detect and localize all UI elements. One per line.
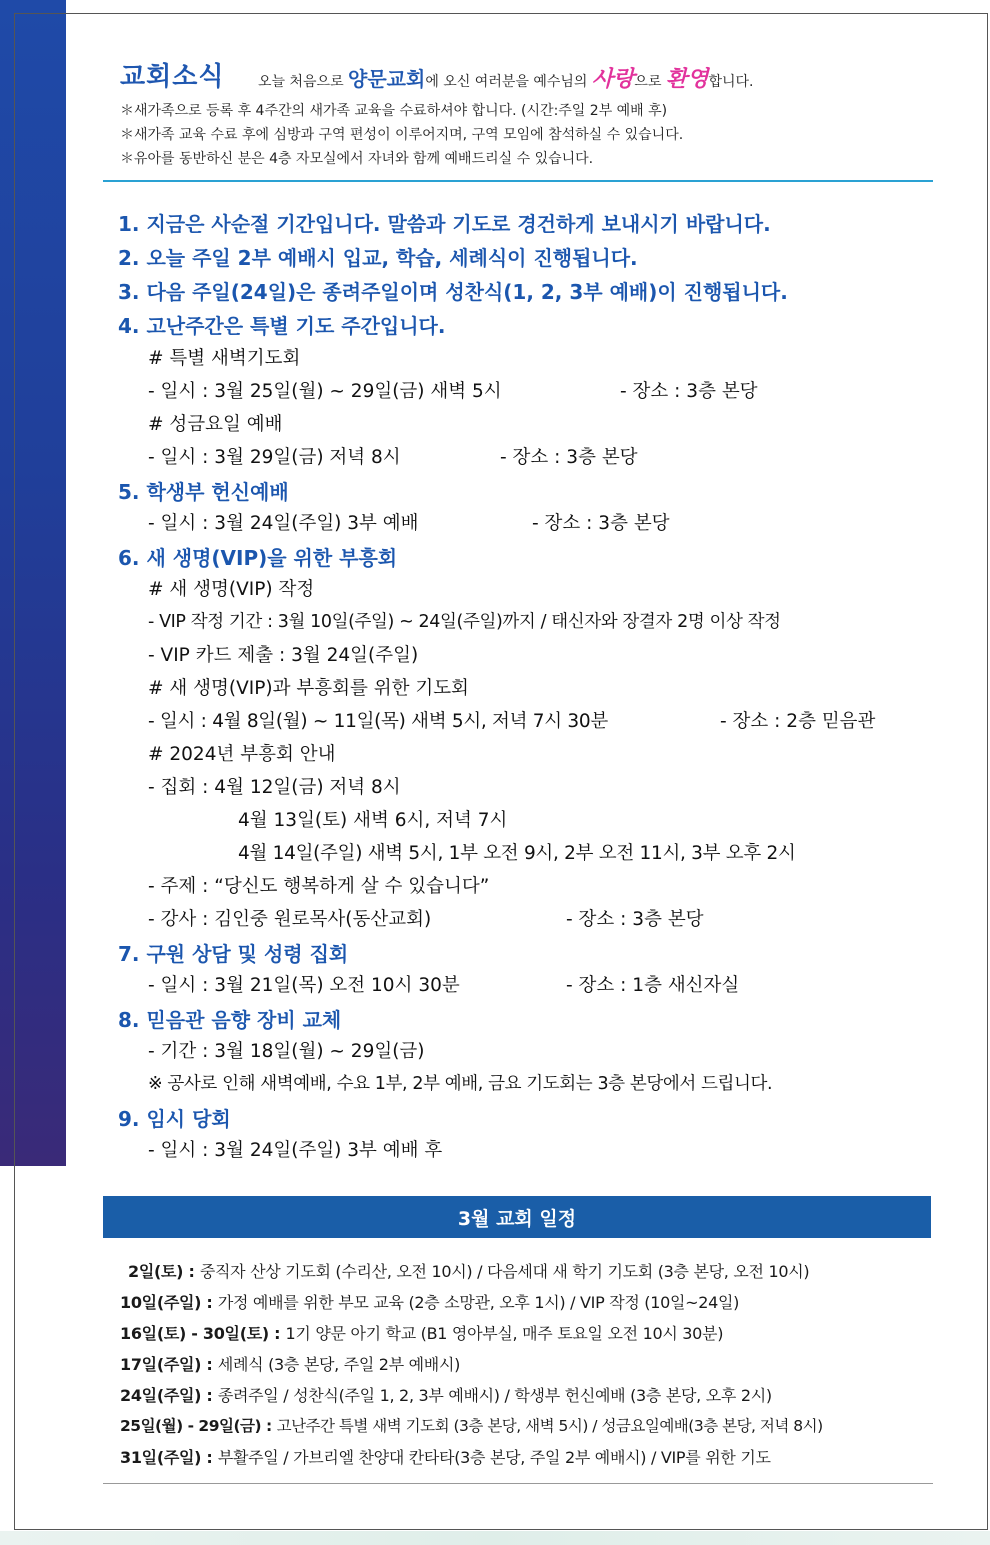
welcome-word: 환영 [665,66,709,92]
sub-heading: # 2024년 부흥회 안내 [148,744,336,765]
detail-line: - 일시 : 3월 25일(월) ~ 29일(금) 새벽 5시 [148,381,502,402]
schedule-text: 세례식 (3층 본당, 주일 2부 예배시) [217,1355,461,1374]
detail-line: - VIP 작정 기간 : 3월 10일(주일) ~ 24일(주일)까지 / 태신자와 장결자 2명 이상 작정 [148,612,781,632]
detail-line: - 일시 : 4월 8일(월) ~ 11일(목) 새벽 5시, 저녁 7시 30분 [148,711,608,732]
detail-line: - 일시 : 3월 24일(주일) 3부 예배 후 [148,1140,443,1161]
welcome-pre: 오늘 처음으로 [258,74,349,90]
schedule-date: 16일(토) - 30일(토) : [120,1324,286,1343]
schedule-date: 17일(주일) : [120,1355,218,1374]
announcement-heading: 1. 지금은 사순절 기간입니다. 말씀과 기도로 경건하게 보내시기 바랍니다. [118,212,771,236]
sub-heading: # 특별 새벽기도회 [148,348,301,369]
announcement-heading: 6. 새 생명(VIP)을 위한 부흥회 [118,546,398,570]
schedule-text: 1기 양문 아기 학교 (B1 영아부실, 매주 토요일 오전 10시 30분) [285,1324,724,1343]
detail-note: ※ 공사로 인해 새벽예배, 수요 1부, 2부 예배, 금요 기도회는 3층 본당에서 드립니다. [148,1074,773,1094]
schedule-date: 2일(토) : [128,1262,200,1281]
sub-heading: # 새 생명(VIP) 작정 [148,579,315,600]
welcome-mid: 에 오신 여러분을 예수님의 [425,74,592,90]
schedule-row [120,1383,772,1406]
detail-place: - 장소 : 3층 본당 [566,909,704,930]
detail-line: - VIP 카드 제출 : 3월 24일(주일) [148,645,419,666]
detail-line: - 집회 : 4월 12일(금) 저녁 8시 [148,777,401,798]
detail-line: - 강사 : 김인중 원로목사(동산교회) [148,909,432,930]
schedule-row [128,1259,809,1282]
announcement-heading: 5. 학생부 헌신예배 [118,480,289,504]
schedule-date: 10일(주일) : [120,1293,218,1312]
sub-heading: # 새 생명(VIP)과 부흥회를 위한 기도회 [148,678,469,699]
welcome-post: 합니다. [708,74,754,90]
announcement-heading: 4. 고난주간은 특별 기도 주간입니다. [118,314,446,338]
schedule-row [120,1414,823,1436]
notice-line: ＊유아를 동반하신 분은 4층 자모실에서 자녀와 함께 예배드리실 수 있습니다. [120,151,594,167]
schedule-row [120,1352,460,1375]
bottom-strip [0,1531,990,1545]
schedule-row [120,1321,723,1344]
footer-divider [103,1483,933,1484]
detail-line: 4월 14일(주일) 새벽 5시, 1부 오전 9시, 2부 오전 11시, 3부 오후 2시 [238,843,796,864]
detail-line: - 주제 : “당신도 행복하게 살 수 있습니다” [148,876,490,897]
love-word: 사랑 [591,66,635,92]
church-name: 양문교회 [348,67,426,91]
announcement-heading: 8. 믿음관 음향 장비 교체 [118,1008,342,1032]
detail-line: - 일시 : 3월 29일(금) 저녁 8시 [148,447,401,468]
schedule-date: 31일(주일) : [120,1448,218,1467]
announcement-heading: 2. 오늘 주일 2부 예배시 입교, 학습, 세례식이 진행됩니다. [118,246,638,270]
schedule-text: 고난주간 특별 새벽 기도회 (3층 본당, 새벽 5시) / 성금요일예배(3층 본당, 저녁 8시) [276,1417,823,1435]
header-divider [103,180,933,182]
schedule-row [120,1290,739,1313]
detail-place: - 장소 : 3층 본당 [620,381,758,402]
detail-place: - 장소 : 1층 새신자실 [566,975,740,996]
detail-place: - 장소 : 3층 본당 [500,447,638,468]
section-title: 교회소식 [120,62,225,92]
detail-line: - 일시 : 3월 24일(주일) 3부 예배 [148,513,419,534]
welcome-message [258,62,753,93]
schedule-date: 24일(주일) : [120,1386,218,1405]
detail-line: - 일시 : 3월 21일(목) 오전 10시 30분 [148,975,460,996]
sub-heading: # 성금요일 예배 [148,414,283,435]
announcement-heading: 7. 구원 상담 및 성령 집회 [118,942,349,966]
schedule-text: 부활주일 / 가브리엘 찬양대 칸타타(3층 본당, 주일 2부 예배시) / VIP를 위한 기도 [217,1448,771,1467]
schedule-text: 가정 예배를 위한 부모 교육 (2층 소망관, 오후 1시) / VIP 작정 (10일~24일) [217,1293,740,1312]
schedule-text: 종려주일 / 성찬식(주일 1, 2, 3부 예배시) / 학생부 헌신예배 (3층 본당, 오후 2시) [217,1386,772,1405]
detail-place: - 장소 : 2층 믿음관 [720,711,876,732]
notice-line: ＊새가족으로 등록 후 4주간의 새가족 교육을 수료하셔야 합니다. (시간:주일 2부 예배 후) [120,103,668,119]
announcement-heading: 3. 다음 주일(24일)은 종려주일이며 성찬식(1, 2, 3부 예배)이 진행됩니다. [118,280,788,304]
schedule-date: 25일(월) - 29일(금) : [120,1417,277,1435]
announcement-heading: 9. 임시 당회 [118,1107,231,1131]
schedule-row [120,1445,771,1468]
schedule-text: 중직자 산상 기도회 (수리산, 오전 10시) / 다음세대 새 학기 기도회 (3층 본당, 오전 10시) [199,1262,810,1281]
detail-line: 4월 13일(토) 새벽 6시, 저녁 7시 [238,810,508,831]
detail-place: - 장소 : 3층 본당 [532,513,670,534]
welcome-mid2: 으로 [634,74,666,90]
notice-line: ＊새가족 교육 수료 후에 심방과 구역 편성이 이루어지며, 구역 모임에 참석하실 수 있습니다. [120,127,684,143]
detail-line: - 기간 : 3월 18일(월) ~ 29일(금) [148,1041,425,1062]
schedule-title: 3월 교회 일정 [103,1196,931,1238]
